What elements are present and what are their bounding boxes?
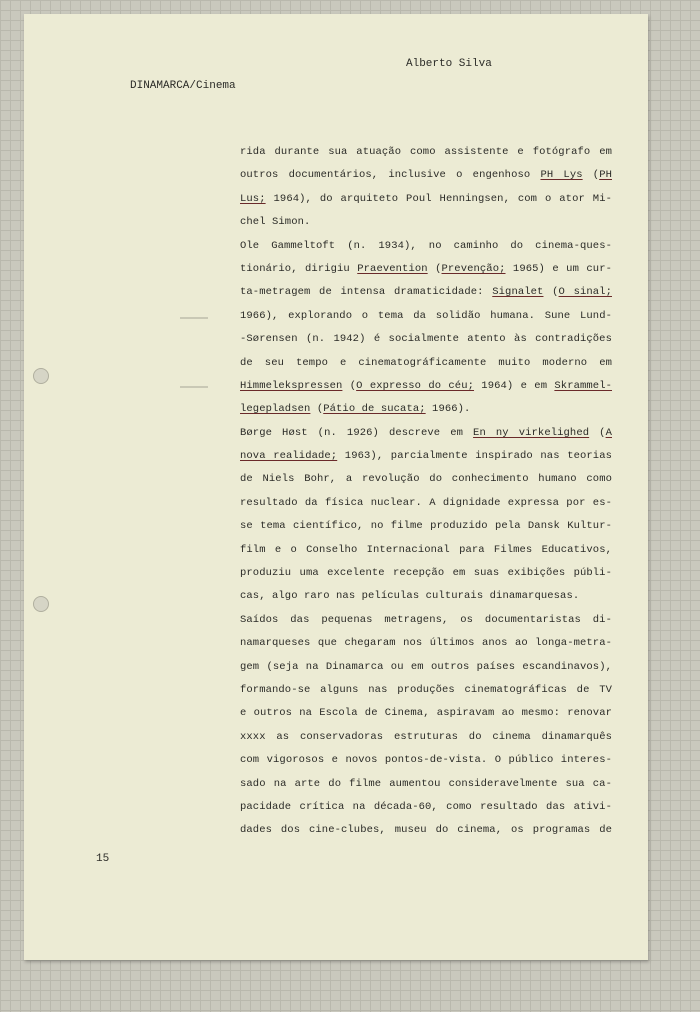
text-segment: pacidade crítica na década-60, como resultado das ativi-: [240, 800, 612, 813]
text-segment: 1964) e em: [474, 379, 555, 392]
text-segment: (: [582, 169, 600, 182]
text-line: [240, 328, 612, 351]
text-line: [240, 375, 612, 398]
underlined-title: PH: [599, 169, 612, 182]
text-line: [240, 656, 612, 679]
text-line: [240, 609, 612, 632]
text-segment: 1966).: [425, 403, 471, 416]
text-line: [240, 749, 612, 772]
underlined-title: En ny virkelighed: [473, 426, 590, 439]
text-segment: Børge Høst (n. 1926) descreve em: [240, 426, 474, 439]
underlined-title: Signalet: [492, 286, 544, 299]
underlined-title: O expresso do céu;: [356, 379, 475, 392]
text-segment: Saídos das pequenas metragens, os documentaristas di-: [240, 613, 612, 626]
text-line: [240, 235, 612, 258]
underlined-title: nova realidade;: [240, 450, 338, 463]
text-segment: 1965) e um cur-: [505, 262, 612, 275]
underlined-title: O sinal;: [558, 286, 612, 299]
text-segment: (: [342, 379, 357, 392]
text-segment: com vigorosos e novos pontos-de-vista. O público interes-: [240, 754, 612, 767]
text-segment: 1963), parcialmente inspirado nas teorias: [337, 450, 613, 463]
text-line: [240, 515, 612, 538]
text-line: [240, 585, 612, 608]
underlined-title: Himmelekspressen: [240, 379, 343, 392]
text-segment: produziu uma excelente recepção em suas exibições públi-: [240, 567, 612, 580]
text-segment: sado na arte do filme aumentou consideravelmente sua ca-: [240, 777, 612, 790]
text-line: [240, 726, 612, 749]
crease-mark: [180, 317, 208, 319]
text-line: [240, 211, 612, 234]
text-line: [240, 188, 612, 211]
text-segment: chel Simon.: [240, 216, 311, 229]
text-line: [240, 468, 612, 491]
text-segment: 1964), do arquiteto Poul Henningsen, com o ator Mi-: [265, 192, 612, 205]
underlined-title: Pátio de sucata;: [323, 403, 426, 416]
text-segment: se tema científico, no filme produzido pela Dansk Kultur-: [240, 520, 612, 533]
text-segment: dades dos cine-clubes, museu do cinema, os programas de: [240, 824, 612, 837]
text-line: [240, 141, 612, 164]
crease-mark: [180, 386, 208, 388]
text-segment: 1966), explorando o tema da solidão humana. Sune Lund-: [240, 309, 612, 322]
text-line: [240, 796, 612, 819]
text-segment: rida durante sua atuação como assistente e fotógrafo em: [240, 146, 612, 158]
text-segment: de seu tempo e cinematográficamente muito moderno em: [240, 356, 612, 369]
text-segment: (: [310, 403, 324, 416]
underlined-title: Lus;: [240, 192, 266, 205]
author-name: Alberto Silva: [406, 58, 492, 70]
text-line: [240, 539, 612, 562]
page-number: 15: [96, 853, 110, 865]
text-line: [240, 164, 612, 187]
text-line: [240, 773, 612, 796]
text-segment: de Niels Bohr, a revolução do conhecimento humano como: [240, 473, 612, 486]
text-segment: outros documentários, inclusive o engenhoso: [240, 169, 541, 182]
text-line: [240, 562, 612, 585]
text-line: [240, 492, 612, 515]
body-text: [240, 141, 612, 843]
underlined-title: A: [605, 426, 612, 439]
text-segment: (: [427, 262, 442, 275]
text-segment: namarqueses que chegaram nos últimos anos ao longa-metra-: [240, 637, 612, 650]
text-line: [240, 632, 612, 655]
underlined-title: Prevenção;: [441, 262, 506, 275]
text-segment: xxxx as conservadoras estruturas do cinema dinamarquês: [240, 730, 612, 743]
underlined-title: Skrammel-: [554, 379, 612, 392]
text-segment: ta-metragem de intensa dramaticidade:: [240, 286, 493, 299]
text-segment: tionário, dirigiu: [240, 262, 358, 275]
text-segment: (: [543, 286, 559, 299]
text-segment: -Sørensen (n. 1942) é socialmente atento às contradições: [240, 333, 612, 346]
binder-hole-top: [33, 368, 49, 384]
text-line: [240, 258, 612, 281]
text-line: [240, 422, 612, 445]
text-line: [240, 398, 612, 421]
text-line: [240, 702, 612, 725]
text-segment: cas, algo raro nas películas culturais dinamarquesas.: [240, 590, 580, 603]
underlined-title: legepladsen: [240, 403, 311, 416]
binder-hole-bottom: [33, 596, 49, 612]
text-segment: Ole Gammeltoft (n. 1934), no caminho do cinema-ques-: [240, 239, 612, 252]
text-line: [240, 445, 612, 468]
text-segment: (: [589, 426, 606, 439]
underlined-title: PH Lys: [540, 169, 583, 182]
text-segment: resultado da física nuclear. A dignidade expressa por es-: [240, 496, 612, 509]
text-line: [240, 281, 612, 304]
text-line: [240, 819, 612, 842]
section-title: DINAMARCA/Cinema: [130, 80, 236, 92]
text-line: [240, 679, 612, 702]
text-segment: formando-se alguns nas produções cinematográficas de TV: [240, 683, 612, 696]
text-segment: gem (seja na Dinamarca ou em outros países escandinavos),: [240, 660, 612, 673]
text-segment: film e o Conselho Internacional para Filmes Educativos,: [240, 543, 612, 556]
text-segment: e outros na Escola de Cinema, aspiravam ao mesmo: renovar: [240, 707, 612, 720]
text-line: [240, 352, 612, 375]
text-line: [240, 305, 612, 328]
underlined-title: Praevention: [357, 262, 428, 275]
